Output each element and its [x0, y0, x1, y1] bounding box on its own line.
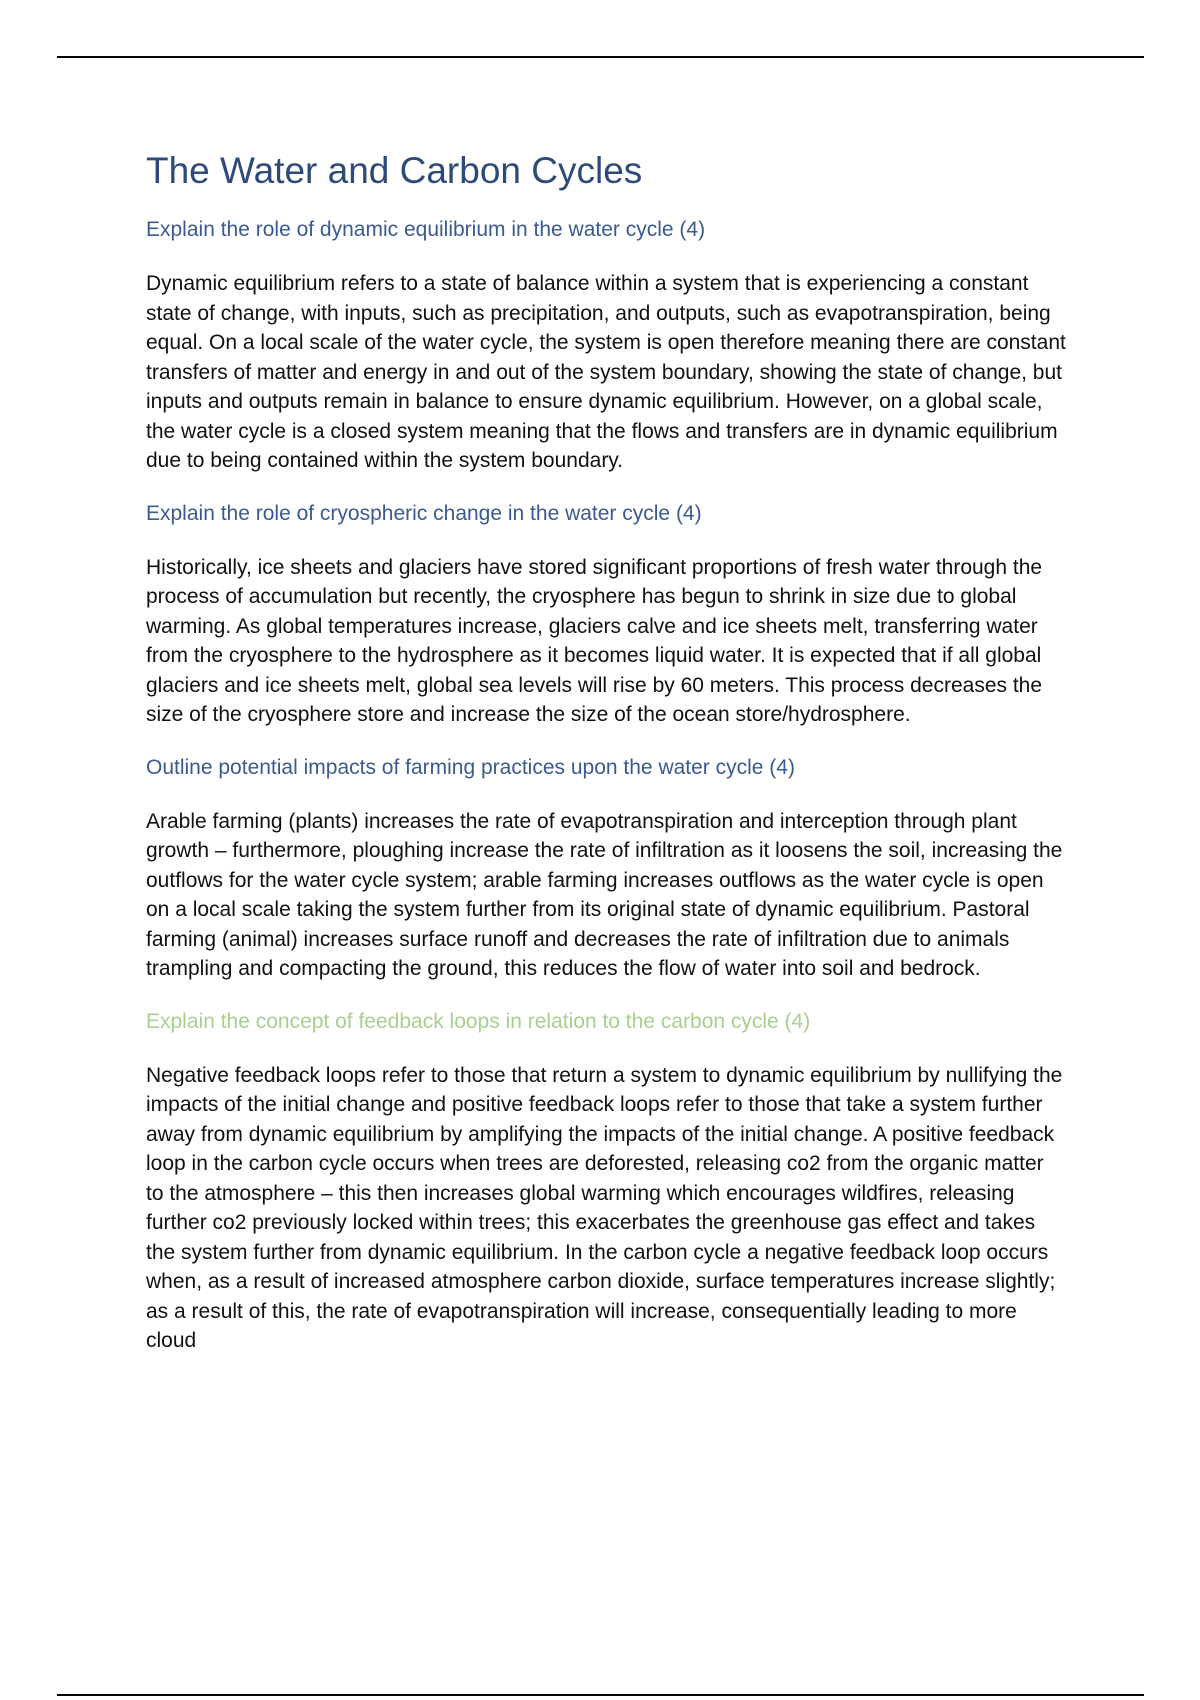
top-horizontal-rule: [57, 56, 1144, 58]
section-cryospheric-change: [146, 499, 1066, 730]
question-heading: Outline potential impacts of farming practices upon the water cycle (4): [146, 755, 795, 779]
section-feedback-loops: [146, 1007, 1066, 1356]
section-dynamic-equilibrium: [146, 215, 1066, 476]
section-farming-practices: [146, 753, 1066, 984]
document-body: [146, 146, 1066, 1356]
document-title: The Water and Carbon Cycles: [146, 150, 643, 191]
question-heading: Explain the role of cryospheric change in the water cycle (4): [146, 501, 702, 525]
answer-paragraph: Negative feedback loops refer to those that return a system to dynamic equilibrium by nullifying the impacts of the initial change and positive feedback loops refer to those that take a system further away from dynamic equilibrium by amplifying the impacts of the initial change. A positive feedback loop in the carbon cycle occurs when trees are deforested, releasing co2 from the organic matter to the atmosphere – this then increases global warming which encourages wildfires, releasing further co2 previously locked within trees; this exacerbates the greenhouse gas effect and takes the system further from dynamic equilibrium. In the carbon cycle a negative feedback loop occurs when, as a result of increased atmosphere carbon dioxide, surface temperatures increase slightly; as a result of this, the rate of evapotranspiration will increase, consequentially leading to more cloud: [146, 1063, 1063, 1352]
bottom-horizontal-rule: [57, 1694, 1144, 1696]
answer-paragraph: Arable farming (plants) increases the rate of evapotranspiration and interception through plant growth – furthermore, ploughing increase the rate of infiltration as it loosens the soil, increasing the outflows for the water cycle system; arable farming increases outflows as the water cycle is open on a local scale taking the system further from its original state of dynamic equilibrium. Pastoral farming (animal) increases surface runoff and decreases the rate of infiltration due to animals trampling and compacting the ground, this reduces the flow of water into soil and bedrock.: [146, 809, 1063, 980]
answer-paragraph: Historically, ice sheets and glaciers have stored significant proportions of fresh water through the process of accumulation but recently, the cryosphere has begun to shrink in size due to global warming. As global temperatures increase, glaciers calve and ice sheets melt, transferring water from the cryosphere to the hydrosphere as it becomes liquid water. It is expected that if all global glaciers and ice sheets melt, global sea levels will rise by 60 meters. This process decreases the size of the cryosphere store and increase the size of the ocean store/hydrosphere.: [146, 555, 1043, 726]
question-heading: Explain the role of dynamic equilibrium in the water cycle (4): [146, 218, 706, 241]
answer-paragraph: Dynamic equilibrium refers to a state of balance within a system that is experiencing a constant state of change, with inputs, such as precipitation, and outputs, such as evapotranspiration, being equal. On a local scale of the water cycle, the system is open therefore meaning there are constant transfers of matter and energy in and out of the system boundary, showing the state of change, but inputs and outputs remain in balance to ensure dynamic equilibrium. However, on a global scale, the water cycle is a closed system meaning that the flows and transfers are in dynamic equilibrium due to being contained within the system boundary.: [146, 272, 1066, 472]
question-heading: Explain the concept of feedback loops in relation to the carbon cycle (4): [146, 1009, 811, 1033]
